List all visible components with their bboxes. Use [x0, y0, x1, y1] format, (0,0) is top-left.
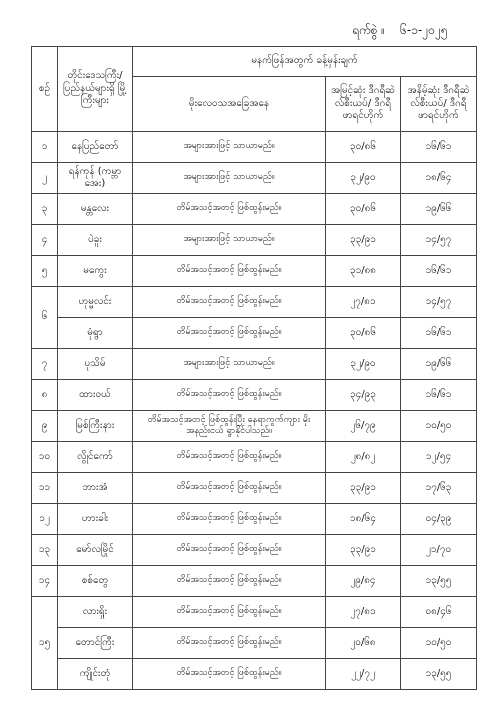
row-min-temperature: ၁၃/၅၅ [401, 566, 477, 597]
row-min-temperature: ၁၀/၅၀ [401, 411, 477, 442]
row-city: မန္တလေး [58, 194, 133, 225]
row-serial-number: ၁ [32, 132, 58, 163]
row-max-temperature: ၃၀/၈၆ [326, 194, 401, 225]
row-min-temperature: ၁၉/၆၆ [401, 349, 477, 380]
row-serial-number: ၃ [32, 194, 58, 225]
row-serial-number: ၁၄ [32, 566, 58, 597]
table-row [32, 411, 477, 442]
row-condition: တိမ်အသင့်အတင့် ဖြစ်ထွန်းပြီး နေရာကွက်ကျား မိုးအနည်းငယ် ရွာနိုင်ပါသည်။ [133, 411, 326, 442]
date-value: ၆-၁-၂၀၂၅ [400, 23, 448, 37]
row-max-temperature: ၃၁/၈၈ [326, 256, 401, 287]
row-condition: တိမ်အသင့်အတင့် ဖြစ်ထွန်းမည်။ [133, 597, 326, 628]
row-serial-number: ၇ [32, 349, 58, 380]
row-condition: တိမ်အသင့်အတင့် ဖြစ်ထွန်းမည်။ [133, 194, 326, 225]
row-serial-number: ၉ [32, 411, 58, 442]
row-condition: တိမ်အသင့်အတင့် ဖြစ်ထွန်းမည်။ [133, 256, 326, 287]
row-city: လားရှိုး [58, 597, 133, 628]
row-serial-number: ၁၁ [32, 473, 58, 504]
table-row [32, 256, 477, 287]
table-row [32, 535, 477, 566]
row-condition: တိမ်အသင့်အတင့် ဖြစ်ထွန်းမည်။ [133, 504, 326, 535]
row-city: တောင်ကြီး [58, 628, 133, 659]
row-city: မြစ်ကြီးနား [58, 411, 133, 442]
row-max-temperature: ၃၀/၈၆ [326, 132, 401, 163]
table-row [32, 504, 477, 535]
table-row [32, 597, 477, 628]
header-city: တိုင်းဒေသကြီး/ ပြည်နယ်များရှိ မြို့ကြီးများ [58, 47, 133, 132]
row-city: လွိုင်ကော် [58, 442, 133, 473]
table-row [32, 380, 477, 411]
row-condition: အများအားဖြင့် သာယာမည်။ [133, 163, 326, 194]
document-date [352, 22, 448, 40]
row-max-temperature: ၂၀/၆၈ [326, 628, 401, 659]
row-min-temperature: ၁၆/၆၁ [401, 318, 477, 349]
row-serial-number: ၁၀ [32, 442, 58, 473]
header-weather-condition: မိုးလေဝသအခြေအနေ [133, 77, 326, 132]
row-condition: တိမ်အသင့်အတင့် ဖြစ်ထွန်းမည်။ [133, 442, 326, 473]
row-condition: တိမ်အသင့်အတင့် ဖြစ်ထွန်းမည်။ [133, 566, 326, 597]
row-max-temperature: ၃၂/၉၀ [326, 163, 401, 194]
row-serial-number: ၁၃ [32, 535, 58, 566]
table-row [32, 287, 477, 318]
row-condition: တိမ်အသင့်အတင့် ဖြစ်ထွန်းမည်။ [133, 318, 326, 349]
row-min-temperature: ၁၀/၅၀ [401, 628, 477, 659]
row-city: ကျိုင်းတုံ [58, 659, 133, 690]
row-serial-number: ၅ [32, 256, 58, 287]
table-row [32, 225, 477, 256]
row-condition: တိမ်အသင့်အတင့် ဖြစ်ထွန်းမည်။ [133, 659, 326, 690]
row-city: စစ်တွေ [58, 566, 133, 597]
table-row [32, 442, 477, 473]
row-condition: တိမ်အသင့်အတင့် ဖြစ်ထွန်းမည်။ [133, 473, 326, 504]
row-city: မုံရွာ [58, 318, 133, 349]
row-max-temperature: ၂၈/၈၂ [326, 442, 401, 473]
row-max-temperature: ၃၃/၉၁ [326, 225, 401, 256]
row-condition: တိမ်အသင့်အတင့် ဖြစ်ထွန်းမည်။ [133, 628, 326, 659]
header-serial-number: စဉ် [32, 47, 58, 132]
row-max-temperature: ၃၂/၉၀ [326, 349, 401, 380]
row-max-temperature: ၃၀/၈၆ [326, 318, 401, 349]
row-city: ထားဝယ် [58, 380, 133, 411]
date-label: ရက်စွဲ ။ [352, 23, 385, 37]
row-city: ပဲခူး [58, 225, 133, 256]
header-forecast-group: မနက်ဖြန်အတွက် ခန့်မှန်းချက် [133, 47, 477, 77]
row-city: မကွေး [58, 256, 133, 287]
row-condition: အများအားဖြင့် သာယာမည်။ [133, 225, 326, 256]
table-row [32, 566, 477, 597]
row-min-temperature: ၀၈/၄၆ [401, 597, 477, 628]
row-min-temperature: ၂၁/၇၀ [401, 535, 477, 566]
row-city: မော်လမြိုင် [58, 535, 133, 566]
row-serial-number: ၄ [32, 225, 58, 256]
table-row [32, 473, 477, 504]
row-min-temperature: ၁၆/၆၁ [401, 380, 477, 411]
row-serial-number: ၂ [32, 163, 58, 194]
row-min-temperature: ၁၈/၆၄ [401, 163, 477, 194]
row-max-temperature: ၃၃/၉၁ [326, 535, 401, 566]
row-condition: တိမ်အသင့်အတင့် ဖြစ်ထွန်းမည်။ [133, 380, 326, 411]
row-serial-number: ၁၂ [32, 504, 58, 535]
row-condition: အများအားဖြင့် သာယာမည်။ [133, 132, 326, 163]
row-min-temperature: ၁၄/၅၇ [401, 225, 477, 256]
row-max-temperature: ၂၆/၇၉ [326, 411, 401, 442]
row-city: ရန်ကုန် (ကမ္ဘာအေး) [58, 163, 133, 194]
row-city: ဟုမ္မလင်း [58, 287, 133, 318]
row-city: ဘားအံ [58, 473, 133, 504]
row-min-temperature: ၁၆/၆၁ [401, 256, 477, 287]
header-min-temperature: အနိမ့်ဆုံး ဒီဂရီဆဲလ်စီးယပ်/ ဒီဂရီဖာရင်ဟိုက် [401, 77, 477, 132]
table-row [32, 163, 477, 194]
table-row [32, 628, 477, 659]
table-row [32, 132, 477, 163]
row-condition: အများအားဖြင့် သာယာမည်။ [133, 349, 326, 380]
row-min-temperature: ၁၃/၅၅ [401, 659, 477, 690]
row-max-temperature: ၂၇/၈၁ [326, 287, 401, 318]
row-city: ပုသိမ် [58, 349, 133, 380]
table-row [32, 194, 477, 225]
row-min-temperature: ၀၄/၃၉ [401, 504, 477, 535]
table-row [32, 318, 477, 349]
row-serial-number: ၆ [32, 287, 58, 349]
row-condition: တိမ်အသင့်အတင့် ဖြစ်ထွန်းမည်။ [133, 535, 326, 566]
table-row [32, 349, 477, 380]
row-max-temperature: ၃၃/၉၁ [326, 473, 401, 504]
row-min-temperature: ၁၂/၅၄ [401, 442, 477, 473]
weather-forecast-table [31, 46, 477, 690]
table-row [32, 659, 477, 690]
row-min-temperature: ၁၄/၅၇ [401, 287, 477, 318]
row-min-temperature: ၁၇/၆၃ [401, 473, 477, 504]
row-serial-number: ၁၅ [32, 597, 58, 690]
row-condition: တိမ်အသင့်အတင့် ဖြစ်ထွန်းမည်။ [133, 287, 326, 318]
row-max-temperature: ၂၇/၈၁ [326, 597, 401, 628]
row-serial-number: ၈ [32, 380, 58, 411]
row-max-temperature: ၃၄/၉၃ [326, 380, 401, 411]
row-max-temperature: ၂၂/၇၂ [326, 659, 401, 690]
row-min-temperature: ၁၉/၆၆ [401, 194, 477, 225]
row-max-temperature: ၂၉/၈၄ [326, 566, 401, 597]
row-city: နေပြည်တော် [58, 132, 133, 163]
header-max-temperature: အမြင့်ဆုံး ဒီဂရီဆဲလ်စီးယပ်/ ဒီဂရီဖာရင်ဟိုက် [326, 77, 401, 132]
row-min-temperature: ၁၆/၆၁ [401, 132, 477, 163]
row-max-temperature: ၁၈/၆၄ [326, 504, 401, 535]
row-city: ဟားခါး [58, 504, 133, 535]
